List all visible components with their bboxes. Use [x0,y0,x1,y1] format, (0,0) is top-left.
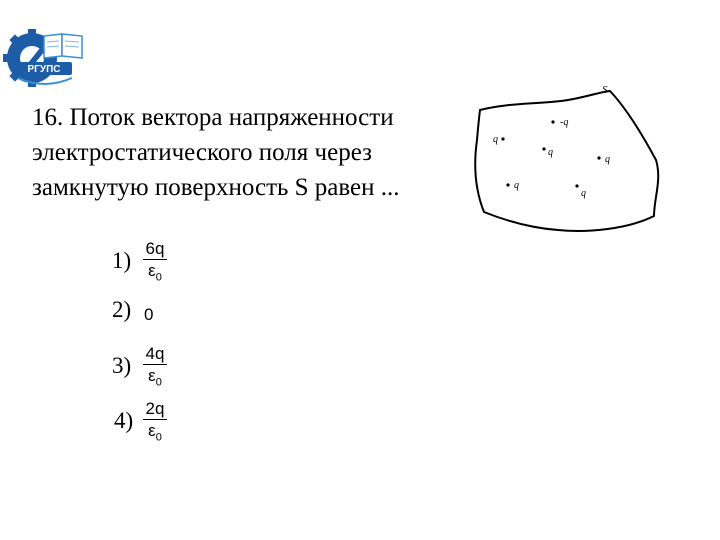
option-number: 1) [112,248,132,273]
surface-diagram [468,78,668,238]
charge-label: q [548,147,553,158]
question-line-2: электростатического поля через [32,139,372,166]
logo-text: РГУПС [27,64,61,75]
answer-option-3[interactable] [112,343,172,393]
closed-surface [475,91,658,231]
fraction-denominator: $\varepsilon_0$ [148,421,162,444]
charge-label: -q [560,117,569,128]
answer-option-4[interactable] [114,398,174,448]
answer-option-2[interactable] [112,289,172,339]
charge-label: q [493,134,498,145]
charge-label: q [605,154,610,165]
fraction-numerator: 2q [145,399,165,418]
option-value: 0 [144,305,154,324]
option-fraction [142,398,168,448]
book-icon [44,34,82,58]
option-fraction [142,343,168,393]
charge-point [501,137,504,140]
charge-point [551,120,554,123]
university-logo [2,22,90,92]
charge-label: q [514,180,519,191]
option-fraction [142,238,168,288]
option-number: 4) [114,408,134,433]
surface-label: S [602,84,608,96]
fraction-numerator: 6q [145,239,165,258]
fraction-numerator: 4q [145,344,165,363]
charge-point [506,183,509,186]
option-number: 2) [112,297,132,322]
charge-point [575,184,578,187]
charge-point [542,147,545,150]
charge-label: q [581,188,586,199]
question-line-3: замкнутую поверхность S равен ... [32,174,400,201]
charge-point [597,156,600,159]
fraction-denominator: $\varepsilon_0$ [148,366,162,389]
answer-option-1[interactable] [112,238,172,288]
fraction-denominator: $\varepsilon_0$ [148,261,162,284]
question-text [32,100,462,205]
question-line-1: 16. Поток вектора напряженности [32,104,394,131]
option-number: 3) [112,353,132,378]
